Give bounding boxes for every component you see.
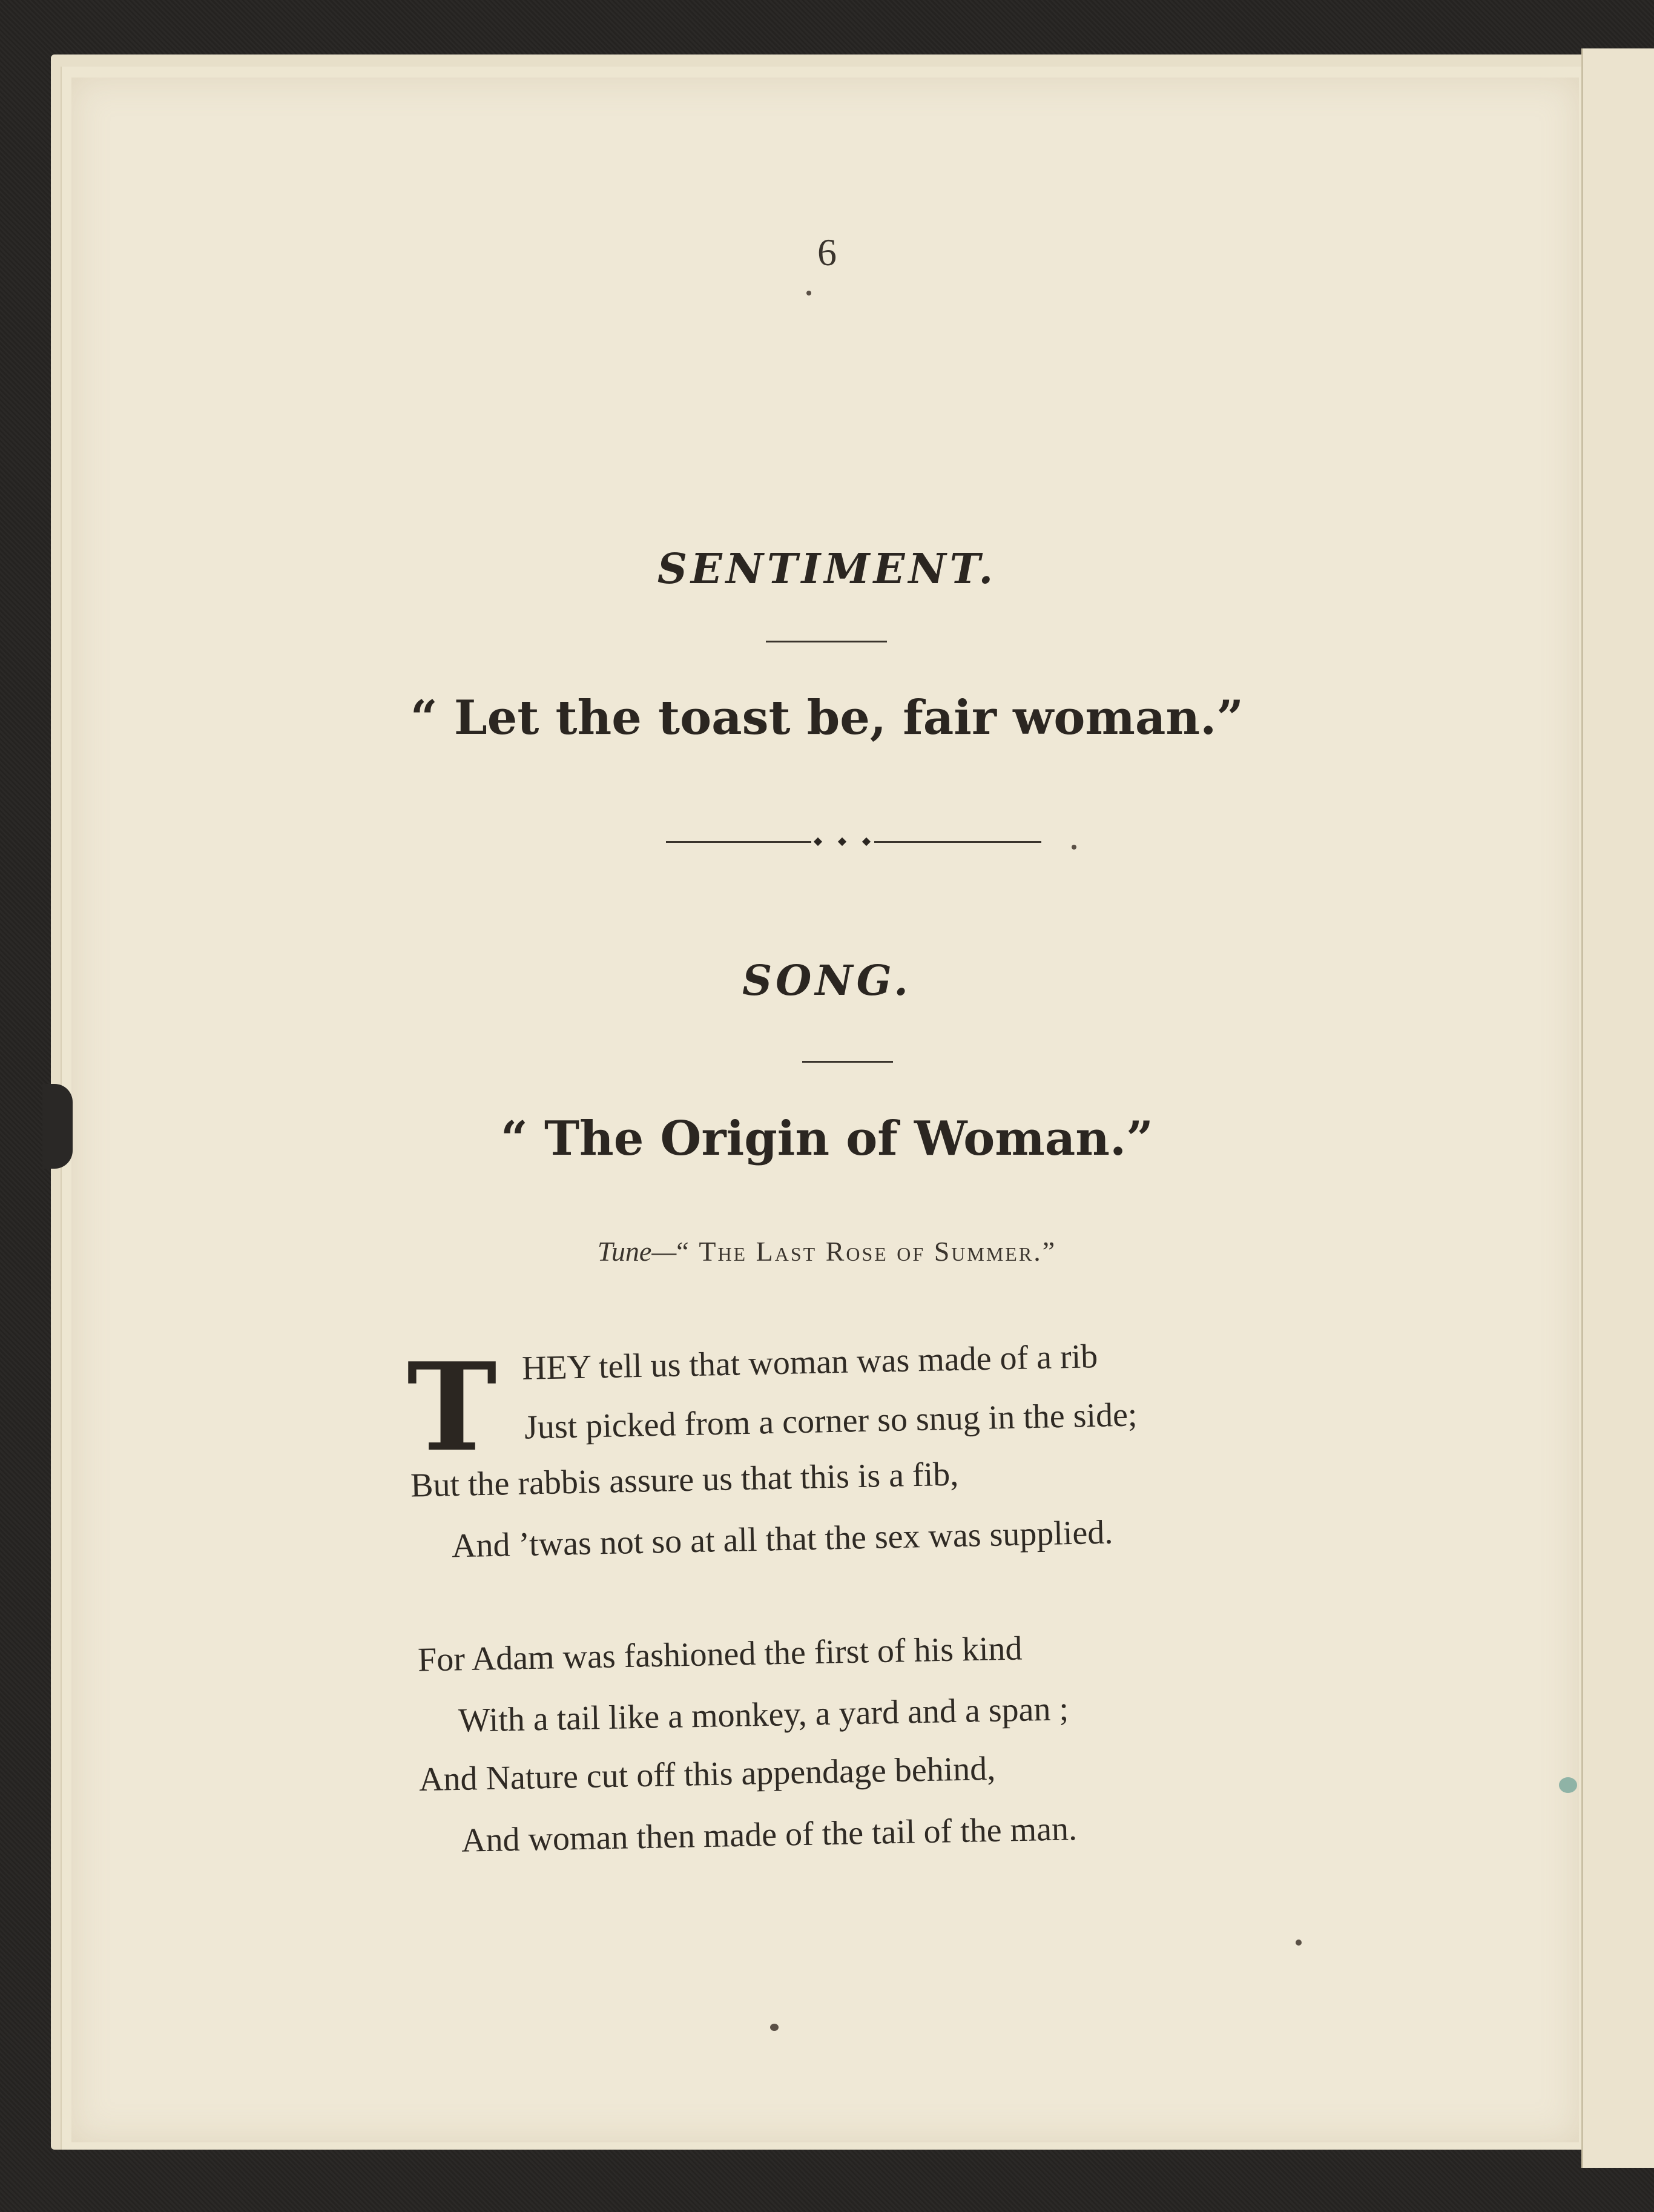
paper-stain: [1559, 1777, 1577, 1793]
divider-dot: [862, 837, 871, 846]
tune-label: Tune—: [597, 1236, 677, 1267]
song-title: “ The Origin of Woman.”: [500, 1111, 1154, 1166]
paper-speck: [1072, 845, 1076, 850]
tune-line: [0, 1235, 1654, 1267]
paper-speck: [806, 291, 811, 295]
ornamental-divider: [666, 839, 1041, 845]
divider-dot: [814, 837, 822, 846]
verse-line: For Adam was fashioned the first of his kind: [417, 1629, 1023, 1679]
paper-speck: [770, 2024, 779, 2031]
divider-dot: [838, 837, 846, 846]
facing-page-edge: [1581, 48, 1654, 2168]
sentiment-heading: SENTIMENT.: [657, 545, 997, 593]
tune-name: “ The Last Rose of Summer.”: [676, 1236, 1057, 1267]
verse-line: And woman then made of the tail of the man.: [461, 1810, 1078, 1860]
verse-line: HEY tell us that woman was made of a rib: [521, 1338, 1098, 1387]
verse-line: Just picked from a corner so snug in the side;: [524, 1396, 1138, 1447]
sentiment-rule: [766, 641, 887, 642]
paper-speck: [1296, 1940, 1302, 1946]
divider-line-right: [874, 841, 1041, 843]
drop-cap: T: [407, 1336, 497, 1479]
divider-line-left: [666, 841, 811, 843]
song-rule: [802, 1061, 893, 1063]
verse-line: And ’twas not so at all that the sex was supplied.: [451, 1513, 1113, 1565]
page-number: 6: [817, 231, 837, 274]
song-heading: SONG.: [742, 957, 912, 1005]
verse-line: With a tail like a monkey, a yard and a span ;: [458, 1690, 1069, 1740]
verse-line: But the rabbis assure us that this is a fib,: [410, 1455, 959, 1505]
sentiment-quote: “ Let the toast be, fair woman.”: [410, 690, 1244, 745]
verse-line: And Nature cut off this appendage behind,: [418, 1749, 996, 1799]
